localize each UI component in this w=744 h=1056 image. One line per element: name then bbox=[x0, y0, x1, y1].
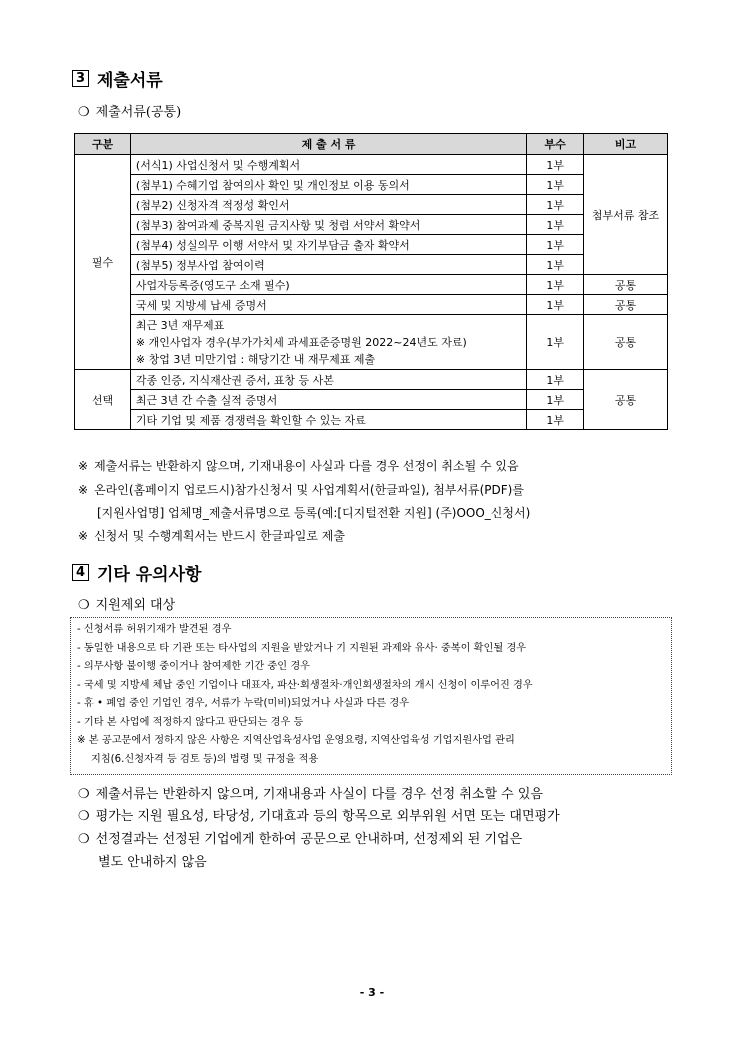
doc-cell: 각종 인증, 지식재산권 증서, 표창 등 사본 bbox=[130, 370, 526, 390]
count-cell: 1부 bbox=[527, 390, 584, 410]
table-row bbox=[75, 155, 668, 175]
exclusion-item: - 국세 및 지방세 체납 중인 기업이나 대표자, 파산·회생절차·개인회생절차의 개시 신청이 이루어진 경우 bbox=[77, 679, 533, 691]
note-hwp bbox=[78, 528, 345, 544]
subtitle-text: 지원제외 대상 bbox=[95, 598, 176, 613]
submission-docs-subtitle bbox=[78, 101, 181, 120]
bottom-text: 선정결과는 선정된 기업에게 한하여 공문으로 안내하며, 선정제외 된 기업은 bbox=[95, 832, 523, 847]
doc-cell: (첨부5) 정부사업 참여이력 bbox=[130, 255, 526, 275]
count-cell: 1부 bbox=[527, 370, 584, 390]
exclusion-item: - 기타 본 사업에 적정하지 않다고 판단되는 경우 등 bbox=[77, 716, 304, 728]
exclusion-box bbox=[70, 617, 672, 775]
subtitle-text: 제출서류(공통) bbox=[95, 105, 182, 120]
table-row bbox=[75, 370, 668, 390]
table-row bbox=[75, 255, 668, 275]
note-online-cont: [지원사업명] 업체명_제출서류명으로 등록(예:[디지털전환 지원] (주)OOO_신청서) bbox=[97, 506, 531, 520]
header-remarks: 비고 bbox=[584, 134, 668, 155]
bottom-note-3 bbox=[78, 829, 522, 851]
bottom-note-2 bbox=[78, 806, 560, 828]
exclusion-item: 지침(6.신청자격 등 검토 등)의 법령 및 규정을 적용 bbox=[91, 753, 319, 765]
table-row bbox=[75, 410, 668, 430]
submission-docs-table bbox=[74, 133, 668, 430]
note-online bbox=[78, 482, 524, 498]
count-cell: 1부 bbox=[527, 295, 584, 315]
attach-note-cell: 첨부서류 참조 bbox=[584, 155, 668, 275]
doc-cell: 기타 기업 및 제품 경쟁력을 확인할 수 있는 자료 bbox=[130, 410, 526, 430]
exclusion-item: - 동일한 내용으로 타 기관 또는 타사업의 지원을 받았거나 기 지원된 과제와 유사· 중복이 확인될 경우 bbox=[77, 642, 527, 654]
bottom-note-3-cont: 별도 안내하지 않음 bbox=[98, 855, 207, 870]
doc-cell: (첨부1) 수혜기업 참여의사 확인 및 개인정보 이용 동의서 bbox=[130, 175, 526, 195]
section-3-heading bbox=[72, 66, 163, 91]
count-cell: 1부 bbox=[527, 315, 584, 370]
table-row bbox=[75, 175, 668, 195]
reference-mark-icon: ※ bbox=[78, 483, 89, 497]
note-cell: 공통 bbox=[584, 275, 668, 295]
group-optional-label: 선택 bbox=[75, 370, 131, 430]
doc-cell: 사업자등록증(영도구 소재 필수) bbox=[130, 275, 526, 295]
circle-bullet-icon: ❍ bbox=[78, 787, 90, 802]
section-4-title: 기타 유의사항 bbox=[97, 565, 202, 585]
bottom-text: 평가는 지원 필요성, 타당성, 기대효과 등의 항목으로 외부위원 서면 또는 대면평가 bbox=[95, 809, 560, 824]
finance-line-3: ※ 창업 3년 미만기업 : 해당기간 내 재무제표 제출 bbox=[135, 352, 376, 366]
table-row bbox=[75, 315, 668, 370]
section-4-number: 4 bbox=[72, 564, 89, 581]
optional-note-cell: 공통 bbox=[584, 370, 668, 430]
table-row bbox=[75, 390, 668, 410]
table-row bbox=[75, 275, 668, 295]
count-cell: 1부 bbox=[527, 235, 584, 255]
circle-bullet-icon: ❍ bbox=[78, 832, 90, 847]
doc-cell: (첨부4) 성실의무 이행 서약서 및 자기부담금 출자 확약서 bbox=[130, 235, 526, 255]
exclusion-item: ※ 본 공고문에서 정하지 않은 사항은 지역산업육성사업 운영요령, 지역산업육성 기업지원사업 관리 bbox=[77, 735, 515, 746]
circle-bullet-icon: ❍ bbox=[78, 598, 90, 613]
exclusion-item: - 의무사항 불이행 중이거나 참여제한 기간 중인 경우 bbox=[77, 661, 311, 672]
exclusion-item: - 휴 • 폐업 중인 기업인 경우, 서류가 누락(미비)되었거나 사실과 다른 경우 bbox=[77, 698, 410, 709]
table-row bbox=[75, 235, 668, 255]
doc-cell: 국세 및 지방세 납세 증명서 bbox=[130, 295, 526, 315]
header-copies: 부수 bbox=[527, 134, 584, 155]
section-3-number: 3 bbox=[72, 70, 89, 87]
finance-line-1: 최근 3년 재무제표 bbox=[135, 318, 225, 332]
note-cell: 공통 bbox=[584, 295, 668, 315]
page-number: - 3 - bbox=[359, 986, 385, 999]
note-cell: 공통 bbox=[584, 315, 668, 370]
circle-bullet-icon: ❍ bbox=[78, 809, 90, 824]
count-cell: 1부 bbox=[527, 195, 584, 215]
exclusion-item: - 신청서류 허위기재가 발견된 경우 bbox=[77, 624, 232, 635]
count-cell: 1부 bbox=[527, 410, 584, 430]
note-return bbox=[78, 458, 519, 474]
note-text: 온라인(홈페이지 업로드시)참가신청서 및 사업계획서(한글파일), 첨부서류(PDF)를 bbox=[94, 483, 524, 497]
header-documents: 제 출 서 류 bbox=[130, 134, 526, 155]
count-cell: 1부 bbox=[527, 155, 584, 175]
doc-cell: (첨부2) 신청자격 적정성 확인서 bbox=[130, 195, 526, 215]
finance-doc-cell bbox=[130, 315, 526, 370]
group-required-label: 필수 bbox=[75, 155, 131, 370]
count-cell: 1부 bbox=[527, 255, 584, 275]
bottom-text: 제출서류는 반환하지 않으며, 기재내용과 사실이 다를 경우 선정 취소할 수 있음 bbox=[95, 787, 543, 802]
note-text: 신청서 및 수행계획서는 반드시 한글파일로 제출 bbox=[94, 529, 345, 543]
bottom-note-1 bbox=[78, 784, 543, 806]
exclusion-subtitle bbox=[78, 594, 175, 613]
section-4-heading bbox=[72, 560, 201, 585]
count-cell: 1부 bbox=[527, 175, 584, 195]
table-header-row bbox=[75, 134, 668, 155]
section-3-title: 제출서류 bbox=[97, 71, 163, 91]
count-cell: 1부 bbox=[527, 275, 584, 295]
count-cell: 1부 bbox=[527, 215, 584, 235]
table-row bbox=[75, 215, 668, 235]
doc-cell: (첨부3) 참여과제 중복지원 금지사항 및 청렴 서약서 확약서 bbox=[130, 215, 526, 235]
table-row bbox=[75, 295, 668, 315]
doc-cell: 최근 3년 간 수출 실적 증명서 bbox=[130, 390, 526, 410]
circle-bullet-icon: ❍ bbox=[78, 105, 90, 120]
reference-mark-icon: ※ bbox=[78, 529, 89, 543]
note-text: 제출서류는 반환하지 않으며, 기재내용이 사실과 다를 경우 선정이 취소될 수 있음 bbox=[94, 459, 519, 473]
doc-cell: (서식1) 사업신청서 및 수행계획서 bbox=[130, 155, 526, 175]
header-category: 구분 bbox=[75, 134, 131, 155]
reference-mark-icon: ※ bbox=[78, 459, 89, 473]
table-row bbox=[75, 195, 668, 215]
finance-line-2: ※ 개인사업자 경우(부가가치세 과세표준증명원 2022~24년도 자료) bbox=[135, 335, 467, 349]
